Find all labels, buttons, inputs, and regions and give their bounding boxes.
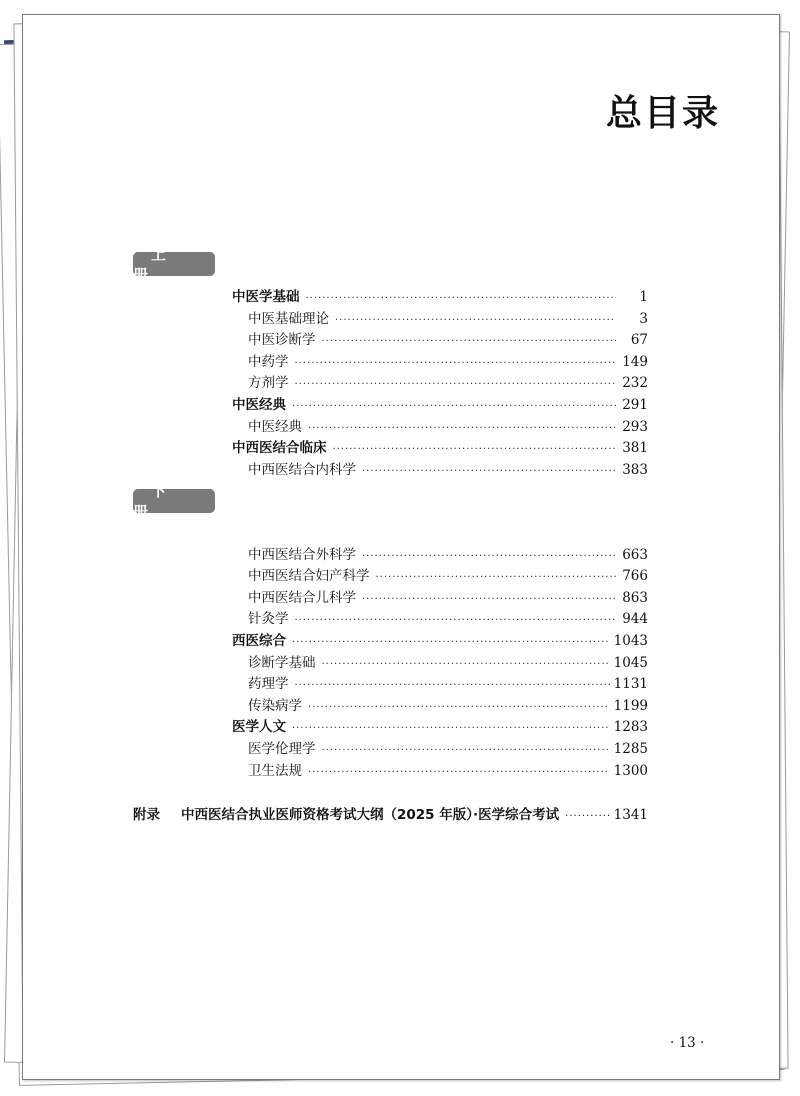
toc-entry-row[interactable]: [232, 694, 648, 716]
volume-badge-upper: 上 册: [133, 252, 215, 276]
toc-entry-row[interactable]: [232, 458, 648, 480]
dot-leader: [333, 444, 617, 455]
toc-page-number: 1: [639, 289, 648, 305]
appendix-page-number: 1341: [613, 807, 648, 823]
toc-page-number: 3: [639, 310, 648, 327]
toc-page-number: 1045: [613, 654, 648, 671]
toc-page-number: 1043: [613, 632, 648, 649]
toc-page-number: 944: [622, 611, 648, 628]
toc-volume-upper: [232, 285, 648, 479]
dot-leader: [322, 659, 610, 670]
dot-leader: [295, 358, 617, 369]
toc-page-number: 1283: [613, 719, 648, 736]
toc-entry-label: 医学伦理学: [248, 740, 316, 757]
toc-page-number: 1285: [613, 740, 648, 757]
dot-leader: [335, 315, 616, 326]
toc-entry-row[interactable]: [232, 350, 648, 372]
toc-entry-label: 药理学: [248, 676, 289, 693]
toc-entry-label: 诊断学基础: [248, 654, 316, 671]
toc-entry-row[interactable]: [232, 607, 648, 629]
toc-spacer: [232, 521, 648, 543]
toc-entry-label: 中西医结合儿科学: [248, 589, 356, 606]
toc-entry-row[interactable]: [232, 564, 648, 586]
toc-page-number: 663: [622, 546, 648, 563]
toc-page-number: 293: [622, 418, 648, 435]
dot-leader: [376, 572, 617, 583]
document-page: [22, 14, 780, 1080]
toc-entry-row[interactable]: [232, 586, 648, 608]
toc-page-number: 232: [622, 375, 648, 392]
dot-leader: [308, 702, 610, 713]
toc-entry-label: 中医诊断学: [248, 332, 316, 349]
dot-leader: [292, 723, 610, 734]
toc-entry-label: 医学人文: [232, 719, 286, 736]
dot-leader: [322, 745, 610, 756]
dot-leader: [362, 466, 616, 477]
toc-entry-label: 中西医结合妇产科学: [248, 568, 370, 585]
toc-entry-label: 中医基础理论: [248, 310, 329, 327]
toc-category-row[interactable]: [232, 436, 648, 458]
dot-leader: [306, 293, 617, 304]
toc-entry-label: 中西医结合外科学: [248, 546, 356, 563]
toc-entry-label: 方剂学: [248, 375, 289, 392]
toc-entry-row[interactable]: [232, 328, 648, 350]
toc-entry-row[interactable]: [232, 759, 648, 781]
toc-page-number: 863: [622, 589, 648, 606]
toc-category-row[interactable]: [232, 629, 648, 651]
toc-category-row[interactable]: [232, 285, 648, 307]
toc-entry-row[interactable]: [232, 672, 648, 694]
toc-page-number: 1131: [613, 676, 648, 693]
toc-page-number: 1199: [613, 697, 648, 714]
toc-entry-row[interactable]: [232, 651, 648, 673]
toc-page-number: 1300: [613, 762, 648, 779]
appendix-title: 中西医结合执业医师资格考试大纲（2025 年版）·医学综合考试: [181, 807, 560, 823]
toc-page-number: 291: [622, 396, 648, 413]
toc-entry-row[interactable]: [232, 371, 648, 393]
toc-entry-row[interactable]: [232, 415, 648, 437]
dot-leader: [362, 551, 616, 562]
appendix-label: 附录: [133, 807, 160, 823]
dot-leader: [295, 615, 617, 626]
toc-entry-row[interactable]: [232, 543, 648, 565]
toc-category-row[interactable]: [232, 715, 648, 737]
toc-entry-label: 卫生法规: [248, 762, 302, 779]
dot-leader: [565, 811, 609, 822]
toc-entry-label: 西医综合: [232, 632, 286, 649]
toc-volume-lower: [232, 521, 648, 780]
toc-category-row[interactable]: [232, 393, 648, 415]
dot-leader: [292, 401, 616, 412]
toc-entry-label: 中医经典: [232, 396, 286, 413]
toc-entry-label: 中西医结合内科学: [248, 461, 356, 478]
toc-entry-row[interactable]: [232, 307, 648, 329]
toc-entry-label: 针灸学: [248, 611, 289, 628]
toc-entry-label: 传染病学: [248, 697, 302, 714]
page-number: · 13 ·: [670, 1035, 705, 1051]
dot-leader: [295, 680, 610, 691]
dot-leader: [308, 423, 616, 434]
toc-page-number: 149: [622, 353, 648, 370]
toc-entry-label: 中医经典: [248, 418, 302, 435]
toc-entry-label: 中医学基础: [232, 289, 300, 305]
toc-page-number: 383: [622, 461, 648, 478]
dot-leader: [292, 637, 610, 648]
toc-page-number: 381: [622, 440, 648, 457]
dot-leader: [308, 767, 610, 778]
volume-badge-lower: 下 册: [133, 489, 215, 513]
toc-entry-label: 中西医结合临床: [232, 440, 327, 457]
toc-page-number: 766: [622, 568, 648, 585]
toc-entry-row[interactable]: [232, 737, 648, 759]
dot-leader: [322, 336, 617, 347]
toc-entry-label: 中药学: [248, 353, 289, 370]
toc-page-number: 67: [630, 332, 648, 349]
dot-leader: [362, 594, 616, 605]
dot-leader: [295, 379, 617, 390]
appendix-entry[interactable]: [133, 803, 648, 823]
page-title: 总目录: [606, 93, 721, 134]
